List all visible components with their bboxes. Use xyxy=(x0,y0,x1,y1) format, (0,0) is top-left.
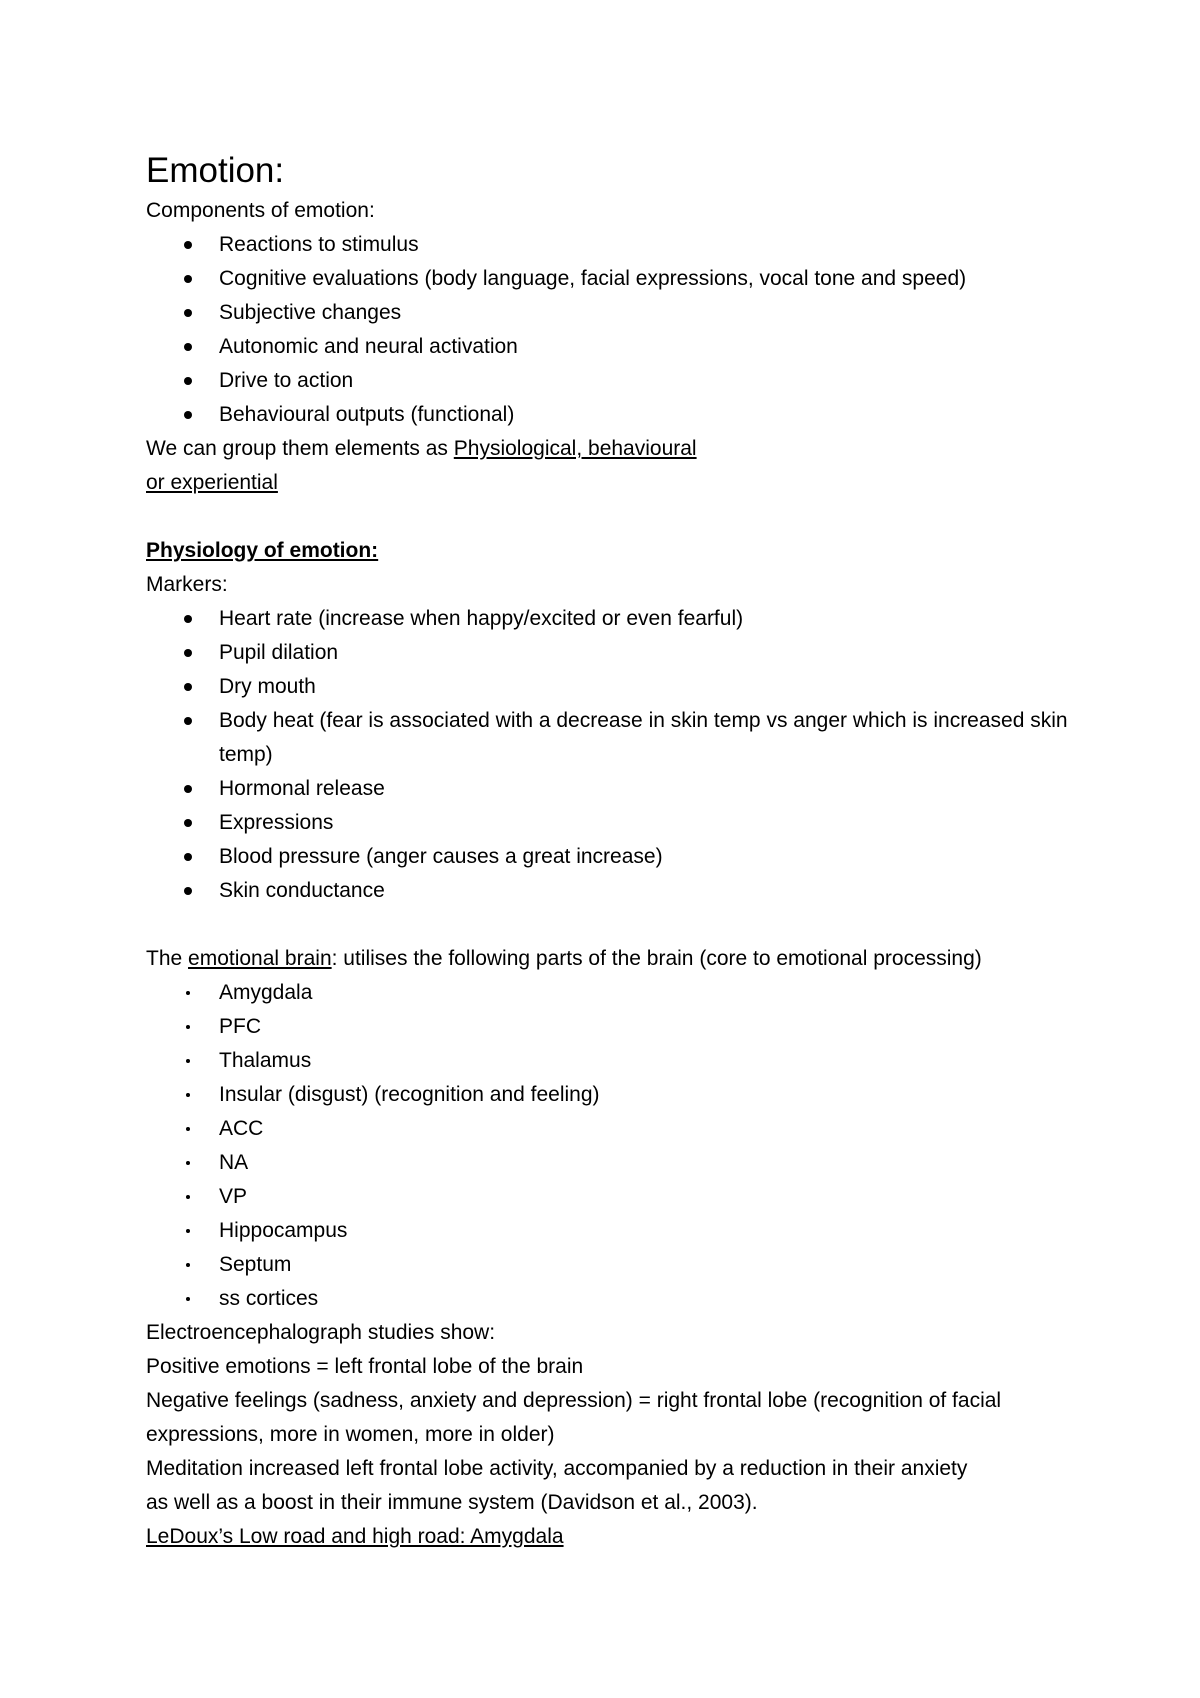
list-item: Septum xyxy=(146,1248,1096,1282)
ledoux-heading: LeDoux’s Low road and high road: Amygdala xyxy=(146,1525,564,1548)
eeg-line: Positive emotions = left frontal lobe of the brain xyxy=(146,1355,584,1378)
list-item: Skin conductance xyxy=(146,874,1096,908)
list-item: Insular (disgust) (recognition and feeling) xyxy=(146,1078,1096,1112)
emotional-brain-term: emotional brain xyxy=(188,947,332,970)
emotional-brain-line xyxy=(146,942,1096,976)
list-item: Dry mouth xyxy=(146,670,1096,704)
eeg-line: as well as a boost in their immune system (Davidson et al., 2003). xyxy=(146,1491,758,1514)
list-item: Blood pressure (anger causes a great increase) xyxy=(146,840,1096,874)
grouping-line-1 xyxy=(146,432,1096,466)
list-item: Hippocampus xyxy=(146,1214,1096,1248)
grouping-line-2 xyxy=(146,466,1096,500)
components-list xyxy=(146,228,1096,432)
grouping-prefix: We can group them elements as xyxy=(146,437,454,460)
brain-suffix: : utilises the following parts of the brain (core to emotional processing) xyxy=(331,947,982,970)
list-item: Cognitive evaluations (body language, facial expressions, vocal tone and speed) xyxy=(146,262,1096,296)
brain-prefix: The xyxy=(146,947,189,970)
document-page xyxy=(146,148,1096,1554)
grouping-underlined-2: or experiential xyxy=(146,471,278,494)
list-item: ss cortices xyxy=(146,1282,1096,1316)
spacer xyxy=(146,500,1096,534)
ledoux-line xyxy=(146,1520,1096,1554)
list-item: Body heat (fear is associated with a decrease in skin temp vs anger which is increased skin temp) xyxy=(146,704,1099,772)
spacer xyxy=(146,908,1096,942)
list-item: VP xyxy=(146,1180,1096,1214)
grouping-underlined-1: Physiological, behavioural xyxy=(453,437,697,460)
list-item: Pupil dilation xyxy=(146,636,1096,670)
markers-label: Markers: xyxy=(146,573,228,596)
list-item: Subjective changes xyxy=(146,296,1096,330)
list-item: NA xyxy=(146,1146,1096,1180)
list-item: Heart rate (increase when happy/excited or even fearful) xyxy=(146,602,1096,636)
markers-list xyxy=(146,602,1096,908)
components-heading: Components of emotion: xyxy=(146,199,375,222)
list-item: Hormonal release xyxy=(146,772,1096,806)
brain-parts-list xyxy=(146,976,1096,1316)
eeg-line: Negative feelings (sadness, anxiety and depression) = right frontal lobe (recognition of facial xyxy=(146,1389,1002,1412)
physiology-heading: Physiology of emotion: xyxy=(146,539,379,562)
list-item: Amygdala xyxy=(146,976,1096,1010)
list-item: PFC xyxy=(146,1010,1096,1044)
list-item: Autonomic and neural activation xyxy=(146,330,1096,364)
list-item: Drive to action xyxy=(146,364,1096,398)
list-item: Reactions to stimulus xyxy=(146,228,1096,262)
eeg-line: Meditation increased left frontal lobe activity, accompanied by a reduction in their anxiety xyxy=(146,1457,968,1480)
page-title: Emotion: xyxy=(146,151,285,190)
list-item: Behavioural outputs (functional) xyxy=(146,398,1096,432)
physiology-heading-line xyxy=(146,534,1096,568)
list-item: ACC xyxy=(146,1112,1096,1146)
eeg-line: expressions, more in women, more in older) xyxy=(146,1423,555,1446)
list-item: Expressions xyxy=(146,806,1096,840)
list-item: Thalamus xyxy=(146,1044,1096,1078)
eeg-line: Electroencephalograph studies show: xyxy=(146,1321,496,1344)
